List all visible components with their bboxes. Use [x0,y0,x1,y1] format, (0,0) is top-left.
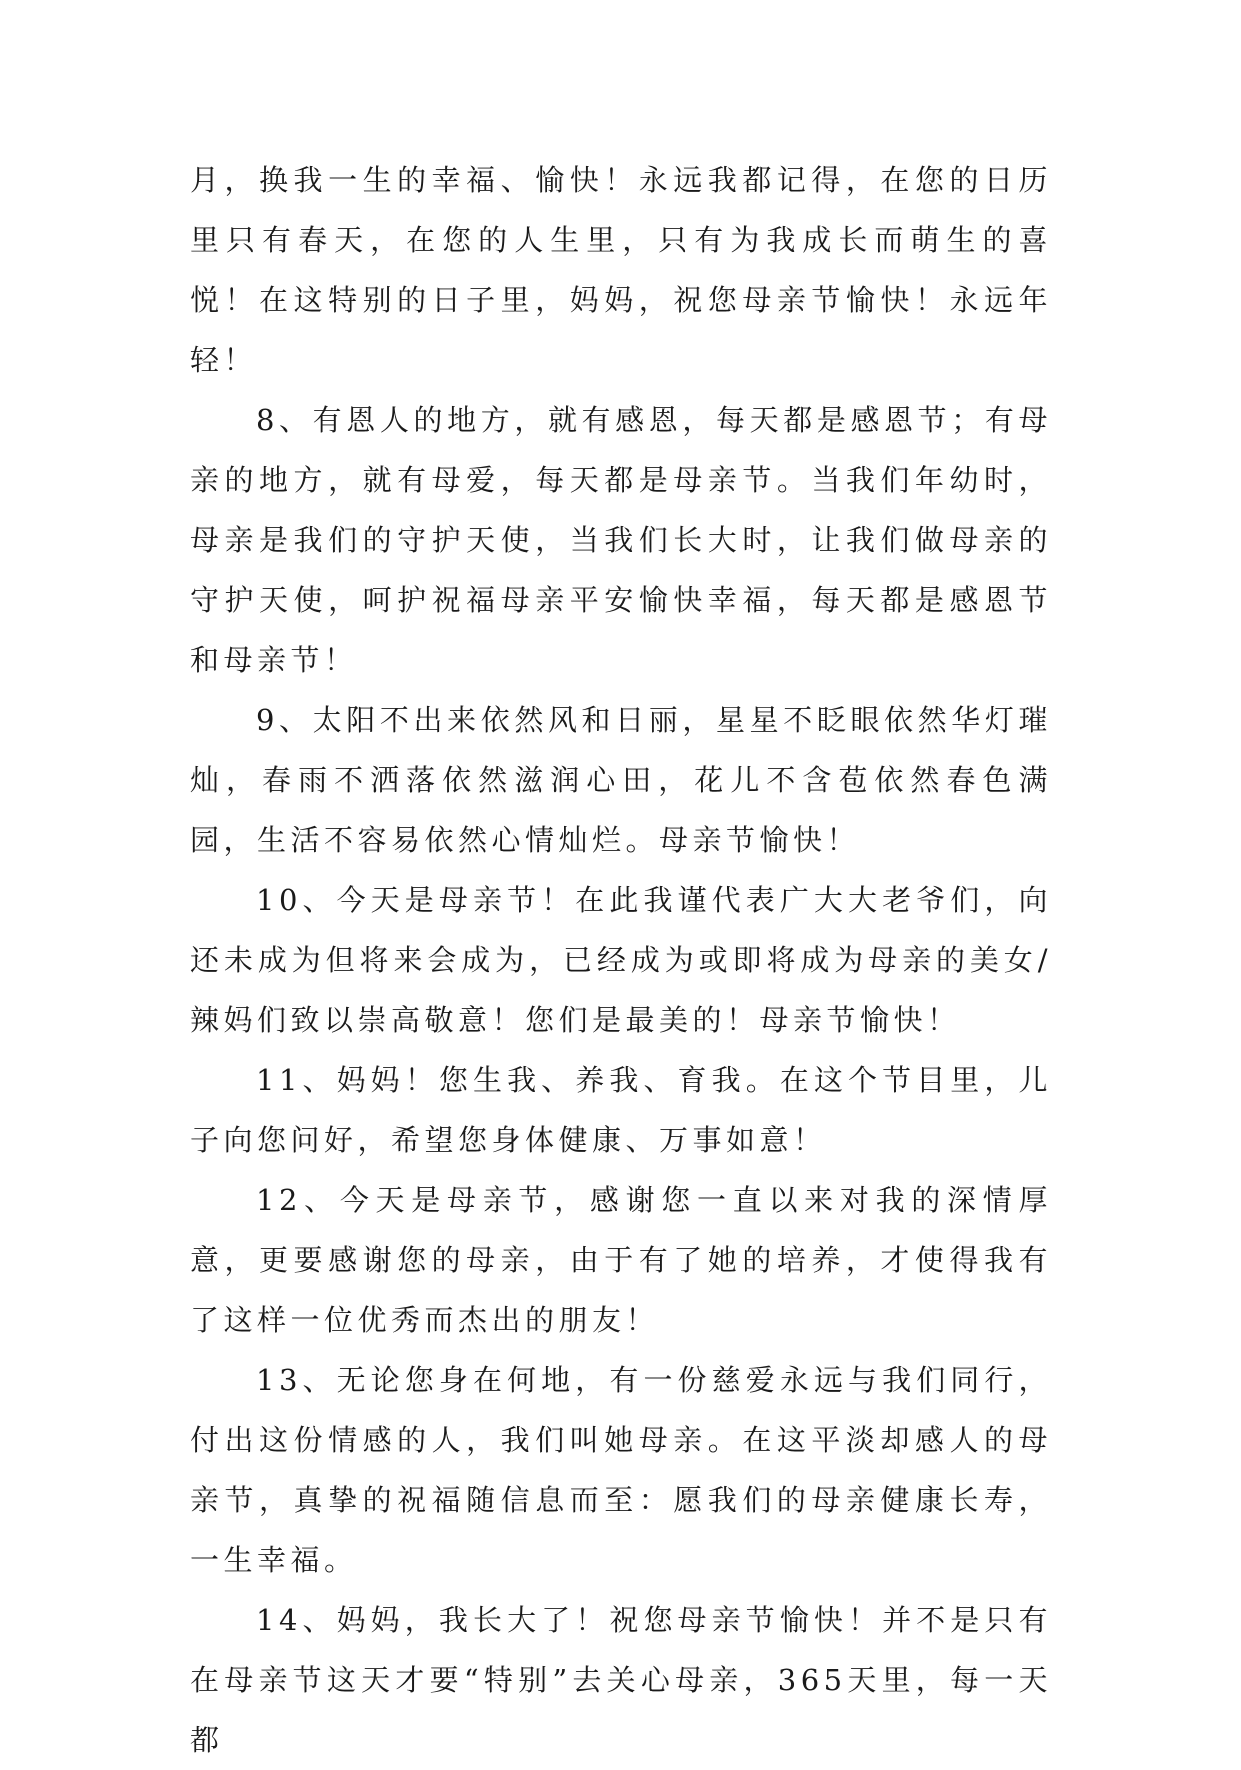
paragraph-item-14: 14、妈妈，我长大了！祝您母亲节愉快！并不是只有在母亲节这天才要“特别”去关心母亲，365天里，每一天都 [190,1603,1052,1757]
paragraph-item-8: 8、有恩人的地方，就有感恩，每天都是感恩节；有母亲的地方，就有母爱，每天都是母亲节。当我们年幼时，母亲是我们的守护天使，当我们长大时，让我们做母亲的守护天使，呵护祝福母亲平安愉快幸福，每天都是感恩节和母亲节！ [190,403,1052,677]
paragraph-item-9: 9、太阳不出来依然风和日丽，星星不眨眼依然华灯璀灿，春雨不洒落依然滋润心田，花儿不含苞依然春色满园，生活不容易依然心情灿烂。母亲节愉快！ [190,703,1052,857]
paragraph-item-12: 12、今天是母亲节，感谢您一直以来对我的深情厚意，更要感谢您的母亲，由于有了她的培养，才使得我有了这样一位优秀而杰出的朋友！ [190,1183,1052,1337]
paragraph-item-11: 11、妈妈！您生我、养我、育我。在这个节目里，儿子向您问好，希望您身体健康、万事如意！ [190,1063,1052,1157]
document-body [190,150,1052,1770]
paragraph-item-10: 10、今天是母亲节！在此我谨代表广大大老爷们，向还未成为但将来会成为，已经成为或即将成为母亲的美女/辣妈们致以崇高敬意！您们是最美的！母亲节愉快！ [190,883,1052,1037]
paragraph-item-13: 13、无论您身在何地，有一份慈爱永远与我们同行，付出这份情感的人，我们叫她母亲。在这平淡却感人的母亲节，真挚的祝福随信息而至：愿我们的母亲健康长寿，一生幸福。 [190,1363,1052,1577]
paragraph-continued: 月，换我一生的幸福、愉快！永远我都记得，在您的日历里只有春天，在您的人生里，只有为我成长而萌生的喜悦！在这特别的日子里，妈妈，祝您母亲节愉快！永远年轻！ [190,163,1052,377]
